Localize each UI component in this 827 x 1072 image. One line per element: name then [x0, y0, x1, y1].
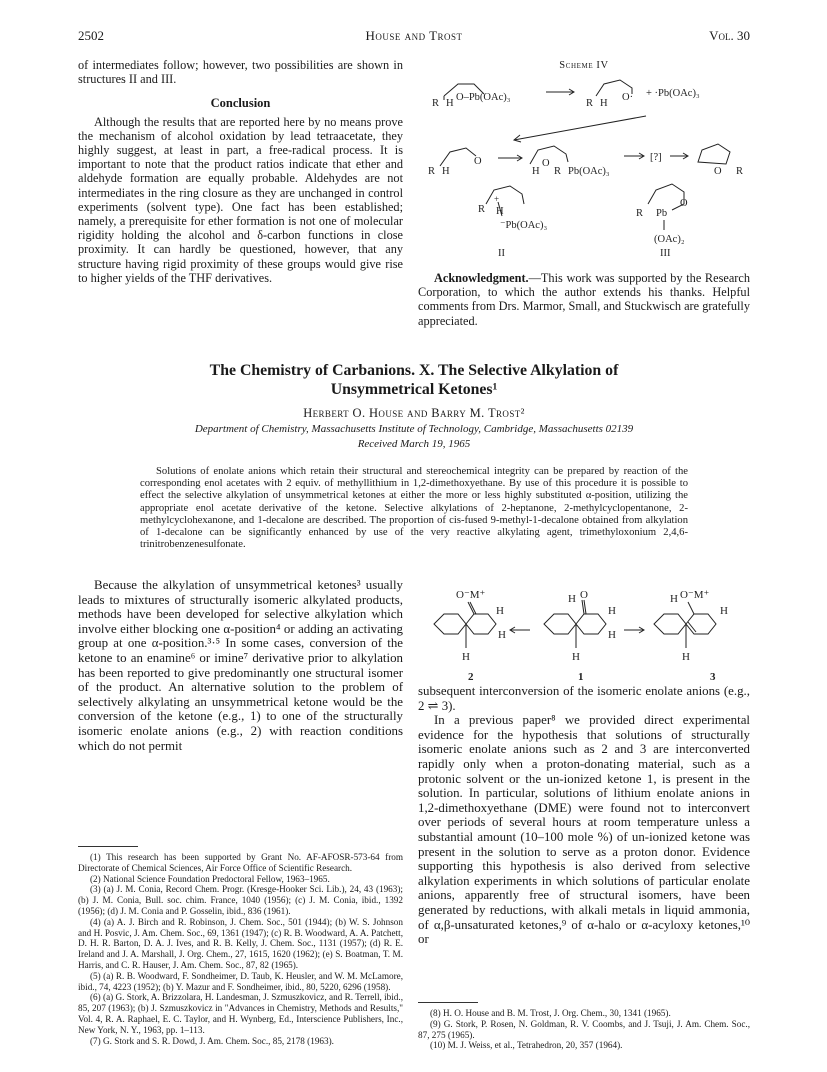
- abstract: Solutions of enolate anions which retain their structural and stereochemical integrity can be prepared by reaction of the corresponding enol acetates with 2 equiv. of methyllithium in 1,2-dimethoxyethane. By use of this procedure it is possible to effect the selective alkylation of unsymmetrical ketones at either the more or less highly substituted α-position, utilizing the appropriate enol acetate derivative of the ketone. Selective alkylations of 2-heptanone, 2-methylcyclopentanone, 2-methylcyclohexanone, and 1-decalone are described. The proportion of cis-fused 9-methyl-1-decalone obtained from alkylation of 1-decalone can be significantly enhanced by use of the very reactive alkylating agent, trimethyloxonium 2,4,6-trinitrobenzenesulfonate.: [140, 466, 688, 551]
- scheme-thf-r-label: R: [736, 166, 744, 177]
- scheme-h-label-3: H: [442, 166, 450, 177]
- footnote: (3) (a) J. M. Conia, Record Chem. Progr. (Kresge-Hooker Sci. Lib.), 24, 43 (1963); (b) J. M. Conia, Bull. soc. chim. France, 1040 (1956); (c) J. M. Conia, ibid., 1392 (1956); (d) J. M. Conia and P. Gosselin, ibid., 836 (1961).: [78, 884, 403, 916]
- structure-1-rings: [544, 614, 606, 634]
- structure-2-label: 2: [468, 671, 474, 683]
- scheme-r-label-2: R: [586, 98, 594, 109]
- structure-ii-label: II: [498, 248, 505, 259]
- scheme-plus-pb-label: + ·Pb(OAc)₃: [646, 88, 700, 99]
- intro-paragraph: of intermediates follow; however, two possibilities are shown in structures II and III.: [78, 58, 403, 87]
- article-title: [78, 361, 750, 399]
- acknowledgment-label: Acknowledgment.: [434, 271, 529, 285]
- footnote: (10) M. J. Weiss, et al., Tetrahedron, 20, 357 (1964).: [430, 1040, 623, 1051]
- body-right-paragraph-2: In a previous paper⁸ we provided direct experimental evidence for the hypothesis that solutions of structurally isomeric enolate anions such as 2 and 3 are interconverted rapidly only when a proton-donating material, such as a protonic solvent or the un-ionized ketone 1, is present in the solution. In particular, solutions of lithium enolate anions in 1,2-dimethoxyethane (DME) were found not to interconvert over periods of several hours at room temperature unless a substantial amount (10–100 mole %) of un-ionized ketone was present in the solution to serve as a proton donor. Evidence supporting this hypothesis is also derived from selective alkylation experiments in which solutions of particular enolate anions, apparently free of structural isomers, have been generated by reductions, with alkali metals in liquid ammonia, of α,β-unsaturated ketones,⁹ of α-halo or α-acyloxy ketones,¹⁰ or: [418, 713, 750, 947]
- page-number: 2502: [78, 28, 104, 43]
- footnotes-right: [418, 1008, 750, 1051]
- scheme-o-pb-label: O–Pb(OAc)₃: [456, 92, 511, 103]
- structure-ii-h-label: H: [496, 206, 504, 217]
- running-title: House and Trost: [365, 28, 463, 43]
- body-left-paragraph: Because the alkylation of unsymmetrical ketones³ usually leads to mixtures of structurally isomeric alkylated products, methods have been developed for selective alkylation which involve either blocking one α-position⁴ or adding an activating group at one α-position.³·⁵ In some cases, conversion of the ketone to an enamine⁶ or imine⁷ derivative prior to alkylation has been reported to give predominantly one structural isomer of the product. An alternative solution to the problem of selectively alkylating an unsymmetrical ketone would be the conversion of the ketone (e.g., 1) to one of the structurally isomeric enolate anions (e.g., 2) with reaction conditions which do not permit: [78, 578, 403, 753]
- structure-3-h-right: H: [720, 605, 728, 617]
- footnote: (8) H. O. House and B. M. Trost, J. Org. Chem., 30, 1341 (1965).: [430, 1008, 671, 1018]
- structure-1-label: 1: [578, 671, 584, 683]
- scheme-o-label-4: O: [542, 158, 550, 169]
- structure-3-h-left: H: [670, 593, 678, 605]
- scheme-r-label-4: R: [554, 166, 562, 177]
- structure-1-o-label: O: [580, 589, 588, 601]
- scheme-o-radical-label: O·: [622, 92, 634, 103]
- footnote-rule-right: [418, 1002, 478, 1003]
- structure-1-h-top-left: H: [568, 593, 576, 605]
- running-header: [78, 28, 750, 44]
- structure-ii-plus-label: +: [494, 194, 500, 204]
- structure-3-label: 3: [710, 671, 716, 683]
- structure-3-h-bottom: H: [682, 651, 690, 663]
- scheme-r-label: R: [432, 98, 440, 109]
- authors: Herbert O. House and Barry M. Trost²: [303, 406, 525, 420]
- scheme-iv-diagram: [418, 70, 750, 262]
- footnote-rule-left: [78, 846, 138, 847]
- structure-iii-ring: [648, 184, 684, 210]
- volume-label: Vol. 30: [709, 28, 750, 43]
- structure-iii-oac-label: (OAc)₂: [654, 234, 685, 245]
- body-right-column: [418, 684, 750, 947]
- footnote: (4) (a) A. J. Birch and R. Robinson, J. Chem. Soc., 501 (1944); (b) W. S. Johnson and H. Posvic, J. Am. Chem. Soc., 69, 1361 (1947); (c) R. B. Woodward, A. A. Patchett, D. H. R. Barton, D. A. J. Ives, and R. B. Kelly, J. Chem. Soc., 1131 (1957); (d) R. E. Ireland and J. A. Marshall, J. Org. Chem., 27, 1615, 1620 (1962); (e) S. Boatman, T. M. Harris, and C. R. Hauser, J. Am. Chem. Soc., 87, 82 (1965).: [78, 916, 403, 970]
- scheme-o-label-3: O: [474, 156, 482, 167]
- structure-ii-r-label: R: [478, 204, 486, 215]
- acknowledgment: [418, 271, 750, 328]
- structure-3-om-label: O⁻M⁺: [680, 589, 710, 601]
- scheme-thf-o-label: O: [714, 166, 722, 177]
- left-column-top: [78, 58, 403, 285]
- scheme-title: Scheme IV: [559, 60, 609, 71]
- structure-3-rings: [654, 614, 716, 634]
- structure-2-rings: [434, 614, 496, 634]
- footnotes-left: [78, 852, 403, 1046]
- structure-2-om-label: O⁻M⁺: [456, 589, 486, 601]
- structure-ii-ring: [486, 186, 524, 204]
- scheme-diagonal-arrow: [514, 116, 646, 140]
- structure-2-h-bottom: H: [462, 651, 470, 663]
- scheme-pb-oac-label: Pb(OAc)₃: [568, 166, 610, 177]
- structure-ii-pb-label: ⁻Pb(OAc)₃: [500, 220, 548, 231]
- structure-1-h-mid: H: [608, 629, 616, 641]
- footnote: (1) This research has been supported by Grant No. AF-AFOSR-573-64 from Directorate of Chemical Sciences, Air Force Office of Scientific Research.: [78, 852, 403, 873]
- scheme-h-label: H: [446, 98, 454, 109]
- footnote: (9) G. Stork, P. Rosen, N. Goldman, R. V. Coombs, and J. Tsuji, J. Am. Chem. Soc., 87, 275 (1965).: [418, 1018, 750, 1040]
- scheme-h-label-2: H: [600, 98, 608, 109]
- scheme-ring-3: [440, 148, 476, 166]
- structure-2-h-mid: H: [498, 629, 506, 641]
- body-right-paragraph-1: subsequent interconversion of the isomeric enolate anions (e.g., 2 ⇌ 3).: [418, 684, 750, 713]
- structure-iii-label: III: [660, 248, 671, 259]
- footnote: (6) (a) G. Stork, A. Brizzolara, H. Landesman, J. Szmuszkovicz, and R. Terrell, ibid., 85, 207 (1963); (b) J. Szmuszkovicz in "Advances in Chemistry, Methods and Results," Vol. 4, R. A. Raphael, E. C. Taylor, and H. Wynberg, Ed., Interscience Publishers, Inc., New York, N. Y., 1963, pp. 1–113.: [78, 992, 403, 1035]
- scheme-question-label: [?]: [650, 152, 662, 163]
- structure-iii-o-label: O: [680, 198, 688, 209]
- conclusion-paragraph: Although the results that are reported here by no means prove the mechanism of alcohol oxidation by lead tetraacetate, they highly suggest, at least in part, a free-radical process. It is important to note that the product ratios indicate that ether and aldehyde formation are equally probable. Aldehydes are not intermediates in the ring closure as they are unchanged in control experiments (solvent type). One fact has been established; namely, a prerequisite for ether formation is not one of molecular rigidity holding the alcohol and δ-carbon functions in close proximity. It can hardly be questioned, however, that any structure having rigid proximity of these groups would give rise to higher yields of the THF derivatives.: [78, 114, 403, 285]
- conclusion-heading: Conclusion: [210, 96, 271, 111]
- footnote: (7) G. Stork and S. R. Dowd, J. Am. Chem. Soc., 85, 2178 (1963).: [90, 1035, 334, 1046]
- structure-1-h-top-right: H: [608, 605, 616, 617]
- acknowledgment-text: —This work was supported by the Research Corporation, to which the author extends his thanks. Helpful comments from Drs. Marmor, Small, and Stuckwisch are gratefully appreciated.: [418, 271, 750, 328]
- structure-iii-r-label: R: [636, 208, 644, 219]
- footnote: (2) National Science Foundation Predoctoral Fellow, 1963–1965.: [90, 873, 330, 884]
- received-date: Received March 19, 1965: [357, 438, 471, 450]
- structure-iii-pb-label: Pb: [656, 208, 668, 219]
- affiliation: Department of Chemistry, Massachusetts Institute of Technology, Cambridge, Massachusetts 02139: [194, 423, 634, 435]
- article-title-line-2: Unsymmetrical Ketones¹: [330, 381, 498, 398]
- footnote: (5) (a) R. B. Woodward, F. Sondheimer, D. Taub, K. Heusler, and W. M. McLamore, ibid., 74, 4223 (1952); (b) Y. Mazur and F. Sondheimer, ibid., 80, 5220, 6296 (1958).: [78, 970, 403, 992]
- enolate-structures-diagram: [418, 584, 750, 684]
- structure-1-h-bottom: H: [572, 651, 580, 663]
- scheme-thf-ring: [698, 144, 730, 164]
- body-left-column: [78, 578, 403, 753]
- structure-2-h-top: H: [496, 605, 504, 617]
- article-title-line-1: The Chemistry of Carbanions. X. The Selective Alkylation of: [209, 362, 619, 379]
- scheme-h-label-4: H: [532, 166, 540, 177]
- scheme-r-label-3: R: [428, 166, 436, 177]
